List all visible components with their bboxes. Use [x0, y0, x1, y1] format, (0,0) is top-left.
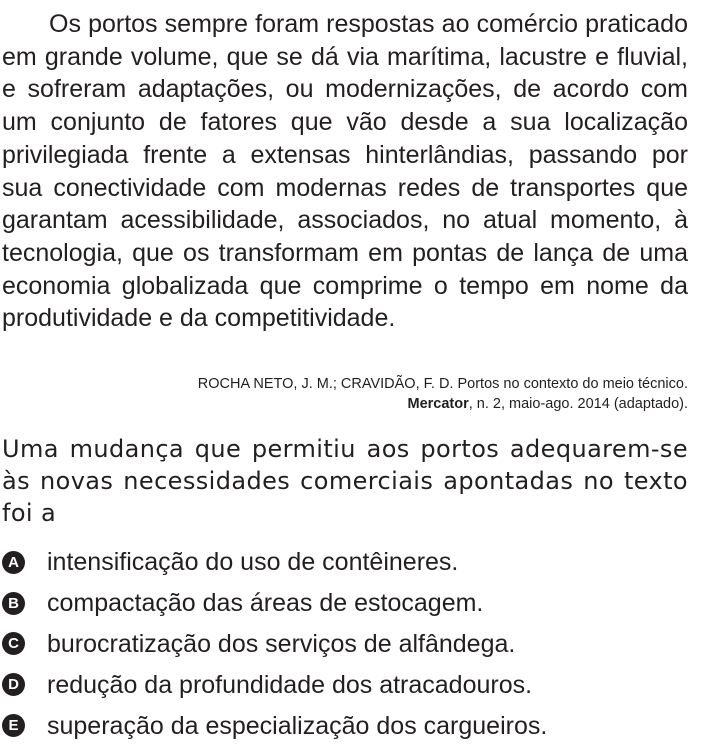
option-text: superação da especialização dos cargueiros. — [47, 711, 548, 740]
option-letter-badge: D — [2, 673, 25, 696]
answer-options — [2, 542, 692, 746]
source-citation — [198, 374, 688, 414]
option-letter-badge: E — [2, 714, 25, 737]
option-text: burocratização dos serviços de alfândega. — [47, 629, 516, 658]
option-a[interactable] — [2, 542, 692, 583]
option-b[interactable] — [2, 583, 692, 624]
citation-authors-title: ROCHA NETO, J. M.; CRAVIDÃO, F. D. Portos no contexto do meio técnico. — [197, 376, 688, 392]
option-d[interactable] — [2, 664, 692, 705]
citation-details: , n. 2, maio-ago. 2014 (adaptado). — [468, 396, 688, 412]
option-letter-badge: B — [2, 592, 25, 615]
option-e[interactable] — [2, 705, 692, 746]
option-c[interactable] — [2, 624, 692, 665]
passage-text: Os portos sempre foram respostas ao comércio praticado em grande volume, que se dá via marítima, lacustre e fluvial, e sofreram adaptações, ou modernizações, de acordo com um conjunto de fatores que vão desde a sua localização privilegiada frente a extensas hinterlândias, passando por sua conectividade com modernas redes de transportes que garantam acessibilidade, associados, no atual momento, à tecnologia, que os transformam em pontas de lança de uma economia globalizada que comprime o tempo em nome da produtividade e da competitividade. — [2, 10, 688, 333]
question-prompt: Uma mudança que permitiu aos portos adequarem-se às novas necessidades comerciais apontadas no texto foi a — [2, 435, 688, 527]
option-text: intensificação do uso de contêineres. — [47, 548, 459, 577]
citation-journal-line — [198, 394, 688, 414]
option-text: compactação das áreas de estocagem. — [47, 589, 484, 618]
option-text: redução da profundidade dos atracadouros. — [47, 670, 533, 699]
option-letter-badge: C — [2, 632, 25, 655]
citation-journal: Mercator — [407, 396, 469, 412]
option-letter-badge: A — [2, 551, 25, 574]
